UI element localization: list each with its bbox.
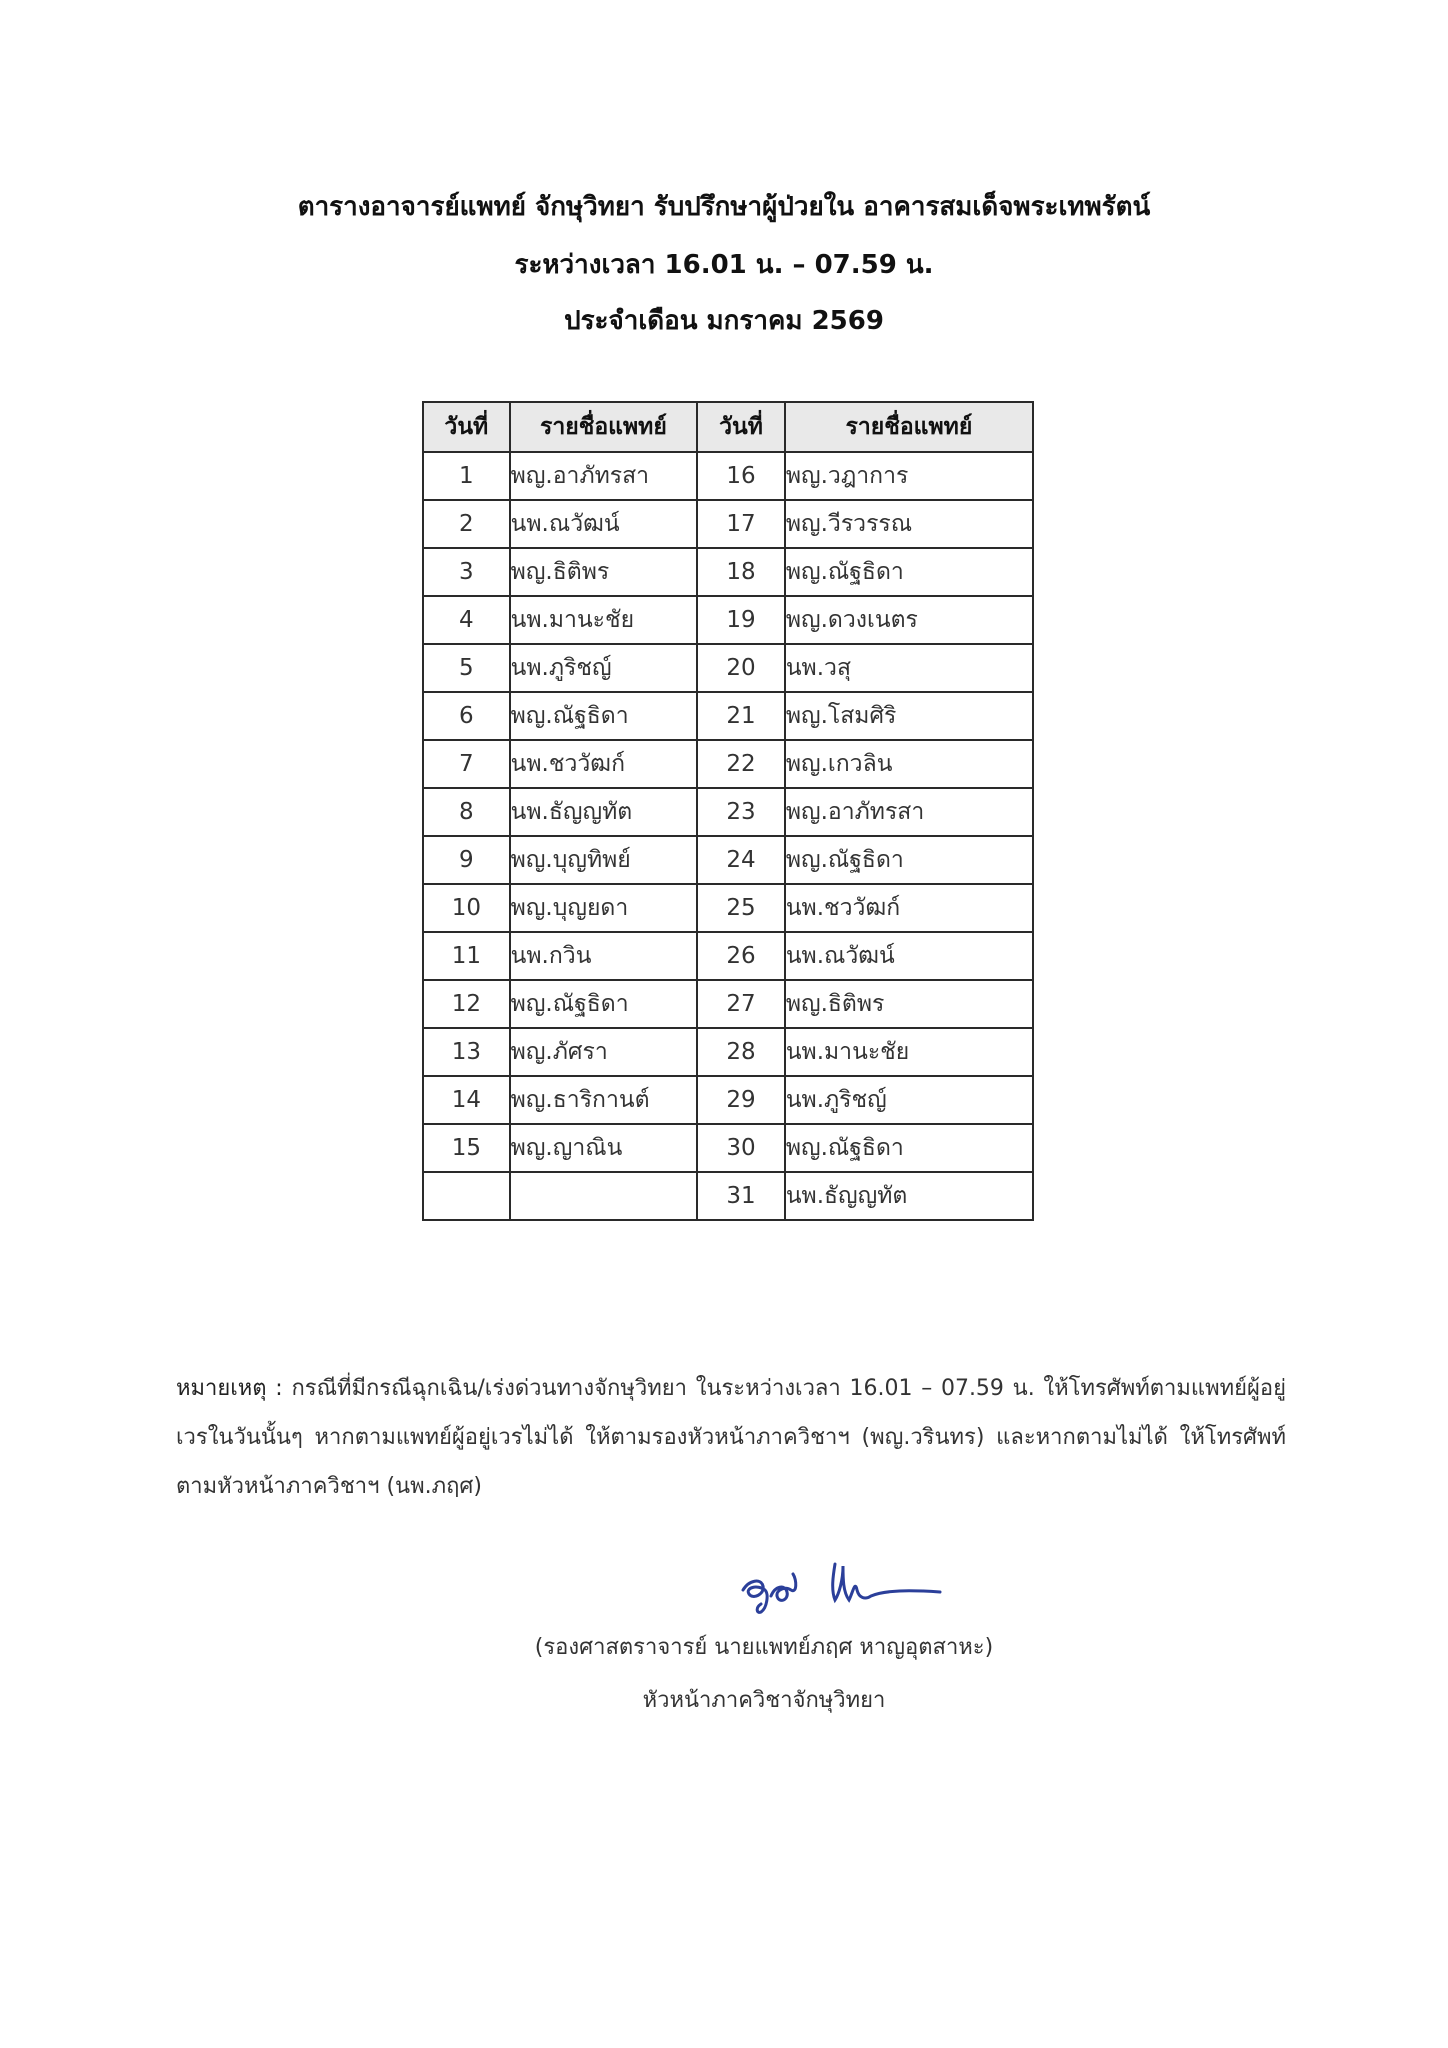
day-cell: 10: [423, 884, 510, 932]
remark-label: หมายเหตุ :: [176, 1376, 283, 1401]
doctor-cell: พญ.ณัฐธิดา: [785, 548, 1033, 596]
day-cell: 8: [423, 788, 510, 836]
day-cell: 6: [423, 692, 510, 740]
table-row: [423, 836, 1033, 884]
day-cell: 28: [697, 1028, 785, 1076]
remark-text: กรณีที่มีกรณีฉุกเฉิน/เร่งด่วนทางจักษุวิทยา ในระหว่างเวลา 16.01 – 07.59 น. ให้โทรศัพท์ตามแพทย์ผู้อยู่เวรในวันนั้นๆ หากตามแพทย์ผู้อยู่เวรไม่ได้ ให้ตามรองหัวหน้าภาควิชาฯ (พญ.วรินทร) และหากตามไม่ได้ ให้โทรศัพท์ตามหัวหน้าภาควิชาฯ (นพ.ภฤศ): [176, 1376, 1286, 1499]
doctor-cell: นพ.กวิน: [510, 932, 697, 980]
doctor-cell: นพ.ชววัฒก์: [510, 740, 697, 788]
doctor-cell: นพ.ชววัฒก์: [785, 884, 1033, 932]
doctor-cell: พญ.อาภัทรสา: [510, 452, 697, 500]
remark-note: [176, 1364, 1286, 1511]
schedule-month: ประจำเดือน มกราคม 2569: [564, 306, 884, 336]
table-row: [423, 500, 1033, 548]
table-row: [423, 1076, 1033, 1124]
day-cell: 25: [697, 884, 785, 932]
day-cell: 19: [697, 596, 785, 644]
doctor-cell: พญ.ธิติพร: [510, 548, 697, 596]
doctor-cell: นพ.ธัญญทัต: [785, 1172, 1033, 1220]
table-row: [423, 788, 1033, 836]
doctor-cell: พญ.ธาริกานต์: [510, 1076, 697, 1124]
doctor-cell: นพ.มานะชัย: [785, 1028, 1033, 1076]
header-doctor-col-1: รายชื่อแพทย์: [510, 402, 697, 452]
doctor-cell: พญ.ดวงเนตร: [785, 596, 1033, 644]
table-row: [423, 452, 1033, 500]
day-cell: 11: [423, 932, 510, 980]
day-cell: 30: [697, 1124, 785, 1172]
day-cell: 20: [697, 644, 785, 692]
day-cell: 15: [423, 1124, 510, 1172]
signature-image: [735, 1550, 945, 1620]
doctor-cell: นพ.ภูริชญ์: [510, 644, 697, 692]
table-row: [423, 1124, 1033, 1172]
doctor-cell: พญ.บุญยดา: [510, 884, 697, 932]
day-cell: 23: [697, 788, 785, 836]
table-row: [423, 932, 1033, 980]
doctor-cell: พญ.โสมศิริ: [785, 692, 1033, 740]
time-range: ระหว่างเวลา 16.01 น. – 07.59 น.: [514, 250, 934, 280]
header-doctor-col-2: รายชื่อแพทย์: [785, 402, 1033, 452]
table-row: [423, 548, 1033, 596]
doctor-cell: พญ.ณัฐธิดา: [785, 1124, 1033, 1172]
doctor-cell: นพ.ณวัฒน์: [510, 500, 697, 548]
doctor-cell: นพ.ธัญญทัต: [510, 788, 697, 836]
table-row: [423, 980, 1033, 1028]
day-cell: 18: [697, 548, 785, 596]
doctor-cell: พญ.บุญทิพย์: [510, 836, 697, 884]
page-title: ตารางอาจารย์แพทย์ จักษุวิทยา รับปรึกษาผู้ป่วยใน อาคารสมเด็จพระเทพรัตน์: [297, 192, 1151, 222]
header-day-col-2: วันที่: [697, 402, 785, 452]
doctor-cell: พญ.ญาณิน: [510, 1124, 697, 1172]
day-cell: 26: [697, 932, 785, 980]
day-cell: 27: [697, 980, 785, 1028]
day-cell: 17: [697, 500, 785, 548]
day-cell: 24: [697, 836, 785, 884]
day-cell: 3: [423, 548, 510, 596]
day-cell: 4: [423, 596, 510, 644]
day-cell: 2: [423, 500, 510, 548]
table-row: [423, 692, 1033, 740]
doctor-cell: พญ.ณัฐธิดา: [785, 836, 1033, 884]
table-row: [423, 1028, 1033, 1076]
signer-title: หัวหน้าภาควิชาจักษุวิทยา: [642, 1688, 886, 1713]
doctor-cell: นพ.ณวัฒน์: [785, 932, 1033, 980]
doctor-cell: พญ.วีรวรรณ: [785, 500, 1033, 548]
doctor-cell: พญ.อาภัทรสา: [785, 788, 1033, 836]
day-cell: 1: [423, 452, 510, 500]
day-cell: 21: [697, 692, 785, 740]
doctor-cell: นพ.มานะชัย: [510, 596, 697, 644]
day-cell: 29: [697, 1076, 785, 1124]
doctor-cell: พญ.ณัฐธิดา: [510, 692, 697, 740]
doctor-cell: นพ.ภูริชญ์: [785, 1076, 1033, 1124]
doctor-cell: [510, 1172, 697, 1220]
doctor-cell: พญ.เกวลิน: [785, 740, 1033, 788]
table-row: [423, 884, 1033, 932]
day-cell: 16: [697, 452, 785, 500]
doctor-cell: นพ.วสุ: [785, 644, 1033, 692]
signer-name: (รองศาสตราจารย์ นายแพทย์ภฤศ หาญอุตสาหะ): [534, 1635, 994, 1660]
doctor-cell: พญ.ณัฐธิดา: [510, 980, 697, 1028]
doctor-cell: พญ.ภัศรา: [510, 1028, 697, 1076]
day-cell: [423, 1172, 510, 1220]
day-cell: 9: [423, 836, 510, 884]
day-cell: 13: [423, 1028, 510, 1076]
day-cell: 31: [697, 1172, 785, 1220]
day-cell: 12: [423, 980, 510, 1028]
table-header-row: [423, 402, 1033, 452]
table-row: [423, 644, 1033, 692]
table-row: [423, 596, 1033, 644]
day-cell: 7: [423, 740, 510, 788]
doctor-cell: พญ.วฎาการ: [785, 452, 1033, 500]
day-cell: 14: [423, 1076, 510, 1124]
table-row: [423, 740, 1033, 788]
header-day-col-1: วันที่: [423, 402, 510, 452]
table-row: [423, 1172, 1033, 1220]
doctor-cell: พญ.ธิติพร: [785, 980, 1033, 1028]
day-cell: 5: [423, 644, 510, 692]
day-cell: 22: [697, 740, 785, 788]
schedule-table: [422, 401, 1034, 1221]
